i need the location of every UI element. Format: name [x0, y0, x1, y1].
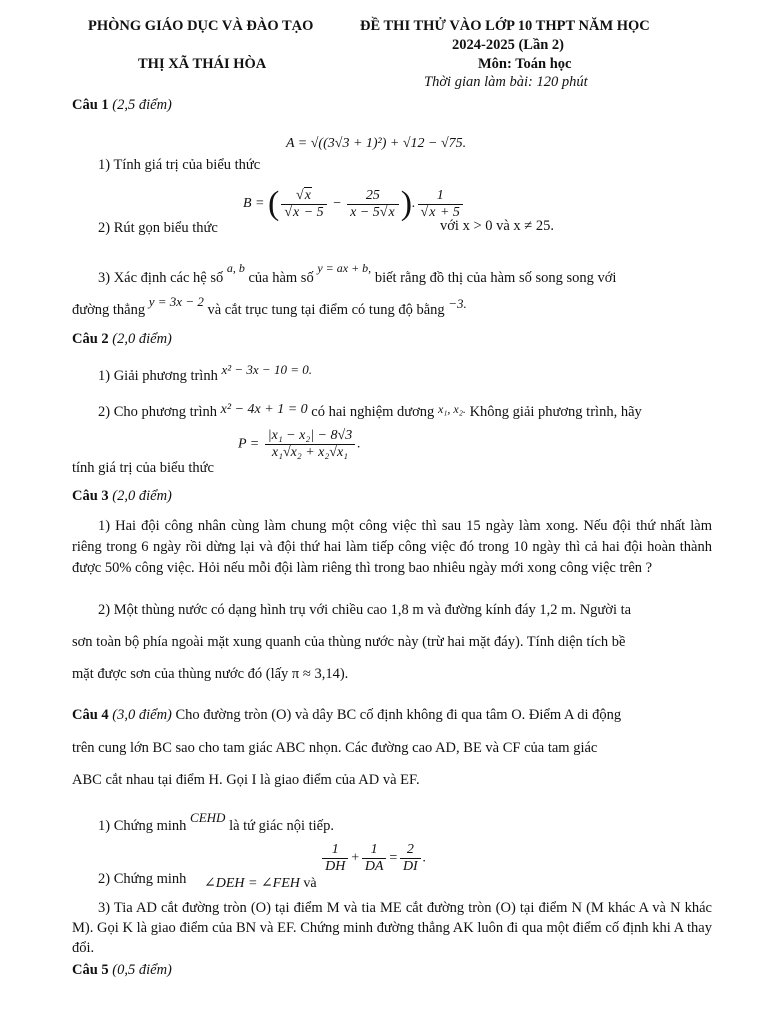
question-3-heading: Câu 3 (2,0 điểm)	[72, 488, 172, 504]
q1-part3-line1: 3) Xác định các hệ số $^{a, b}$ của hàm số $^{y = ax + b,}$ biết rằng đồ thị của hàm số song song với	[98, 261, 617, 286]
q1-part2-condition: với x > 0 và x ≠ 25.	[440, 218, 555, 234]
department-name: PHÒNG GIÁO DỤC VÀ ĐÀO TẠO	[88, 18, 314, 34]
q4-part3: 3) Tia AD cắt đường tròn (O) tại điểm M và tia ME cắt đường tròn (O) tại điểm N (M khác A và N khác M). Gọi K là giao điểm của BN và EF. Chứng minh đường thẳng AK luôn đi qua một điểm cố định khi A thay đổi.	[72, 900, 712, 956]
q4-part2-formula: ∠DEH = ∠FEH và $\frac{1}{DH}$ + $\frac{1}{DA}$ = $\frac{2}{DI}$ .	[204, 842, 427, 891]
q3-part2-line2: sơn toàn bộ phía ngoài mặt xung quanh của thùng nước này (trừ hai mặt đáy). Tính diện tích bề	[72, 634, 626, 650]
q2-part1: 1) Giải phương trình x² − 3x − 10 = 0.	[98, 362, 312, 384]
formula-P: P = $\frac{\text{|x₁ − x₂| − 8√3}}{\text{x₁√x₂ + x₂√x₁}}$ .	[238, 428, 361, 460]
q1-part3-line2: đường thẳng y = 3x − 2 và cắt trục tung tại điểm có tung độ bằng −3.	[72, 294, 467, 318]
q3-part2-line3: mặt được sơn của thùng nước đó (lấy π ≈ 3,14).	[72, 666, 349, 682]
q3-part2-line1: 2) Một thùng nước có dạng hình trụ với chiều cao 1,8 m và đường kính đáy 1,2 m. Người ta	[98, 602, 632, 618]
formula-A: A = √((3√3 + 1)²) + √12 − √75.	[286, 136, 467, 151]
question-2-heading: Câu 2 (2,0 điểm)	[72, 331, 172, 347]
q1-part1: 1) Tính giá trị của biểu thức	[98, 157, 261, 173]
question-1-heading: Câu 1 (2,5 điểm)	[72, 97, 172, 113]
district-name: THỊ XÃ THÁI HÒA	[138, 56, 267, 72]
school-year: 2024-2025 (Lần 2)	[452, 37, 564, 53]
exam-title: ĐỀ THI THỬ VÀO LỚP 10 THPT NĂM HỌC	[360, 18, 650, 34]
formula-B: B = ( $\frac{√x}{√x - 5}$ − $\frac{25}{x - 5√x}$ ). $\frac{1}{√x + 5}$	[243, 185, 465, 223]
q1-part2: 2) Rút gọn biểu thức	[98, 220, 218, 236]
q4-part1: 1) Chứng minh CEHD là tứ giác nội tiếp.	[98, 810, 334, 834]
q2-part2-line2: tính giá trị của biểu thức	[72, 460, 214, 476]
question-4-line3: ABC cắt nhau tại điểm H. Gọi I là giao điểm của AD và EF.	[72, 772, 420, 788]
question-4-line2: trên cung lớn BC sao cho tam giác ABC nhọn. Các đường cao AD, BE và CF của tam giác	[72, 740, 598, 756]
question-5-heading: Câu 5 (0,5 điểm)	[72, 962, 172, 978]
subject: Môn: Toán học	[478, 56, 572, 72]
time-limit: Thời gian làm bài: 120 phút	[424, 74, 588, 90]
q4-part2-label: 2) Chứng minh	[98, 871, 187, 887]
q3-part1: 1) Hai đội công nhân cùng làm chung một công việc thì sau 15 ngày làm xong. Nếu đội thứ nhất làm riêng trong 6 ngày rồi dừng lại và đội thứ hai làm tiếp công việc đó trong 10 ngày thì cả hai đội hoàn thành được 50% công việc. Hỏi nếu mỗi đội làm riêng thì trong bao nhiêu ngày mới xong công việc trên ?	[72, 518, 712, 576]
question-4-line1: Câu 4 (3,0 điểm) Cho đường tròn (O) và dây BC cố định không đi qua tâm O. Điểm A di động	[72, 707, 622, 723]
q2-part2-line1: 2) Cho phương trình x² − 4x + 1 = 0 có hai nghiệm dương $^{x_1, x_2.}$ Không giải phương trình, hãy	[98, 402, 642, 420]
